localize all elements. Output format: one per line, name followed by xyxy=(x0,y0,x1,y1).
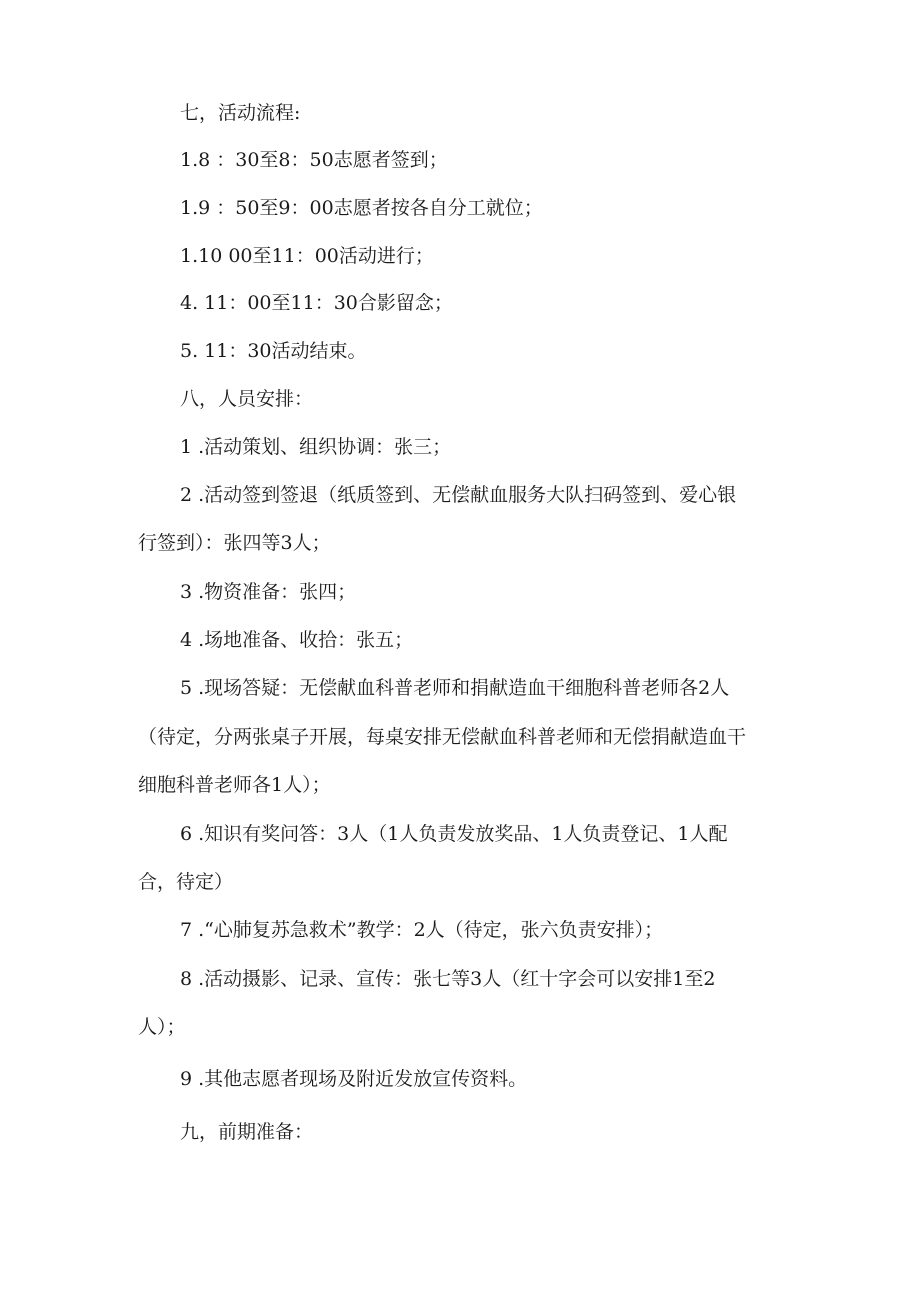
staff-item-8-line-2: 人）； xyxy=(138,1016,186,1038)
staff-item-2-line-2: 行签到）：张四等3人； xyxy=(138,532,331,554)
staff-item-5-line-2: （待定，分两张桌子开展，每桌安排无偿献血科普老师和无偿捐献造血干 xyxy=(138,726,747,748)
flow-item-2: 1.9 ：50至9：00志愿者按各自分工就位； xyxy=(180,197,543,219)
staff-item-3: 3 .物资准备：张四； xyxy=(180,581,357,603)
staff-item-6-line-1: 6 .知识有奖问答：3人（1人负责发放奖品、1人负责登记、1人配 xyxy=(180,823,728,845)
staff-item-5-line-3: 细胞科普老师各1人）； xyxy=(138,774,331,796)
flow-item-3: 1.10 00至11：00活动进行； xyxy=(180,245,434,267)
flow-item-1: 1.8 ：30至8：50志愿者签到； xyxy=(180,149,448,171)
flow-item-5: 5. 11：30活动结束。 xyxy=(180,340,367,362)
staff-item-8-line-1: 8 .活动摄影、记录、宣传：张七等3人（红十字会可以安排1至2 xyxy=(180,968,716,990)
staff-item-1: 1 .活动策划、组织协调：张三； xyxy=(180,436,452,458)
section-9-heading: 九，前期准备： xyxy=(180,1121,314,1143)
staff-item-7: 7 .“心肺复苏急救术”教学：2人（待定，张六负责安排）； xyxy=(180,919,664,941)
staff-item-6-line-2: 合，待定） xyxy=(138,871,234,893)
staff-item-9: 9 .其他志愿者现场及附近发放宣传资料。 xyxy=(180,1068,528,1090)
staff-item-2-line-1: 2 .活动签到签退（纸质签到、无偿献血服务大队扫码签到、爱心银 xyxy=(180,484,737,506)
flow-item-4: 4. 11：00至11：30合影留念； xyxy=(180,292,453,314)
staff-item-4: 4 .场地准备、收拾：张五； xyxy=(180,629,414,651)
staff-item-5-line-1: 5 .现场答疑：无偿献血科普老师和捐献造血干细胞科普老师各2人 xyxy=(180,677,730,699)
section-7-heading: 七，活动流程: xyxy=(180,102,301,124)
section-8-heading: 八，人员安排： xyxy=(180,388,314,410)
